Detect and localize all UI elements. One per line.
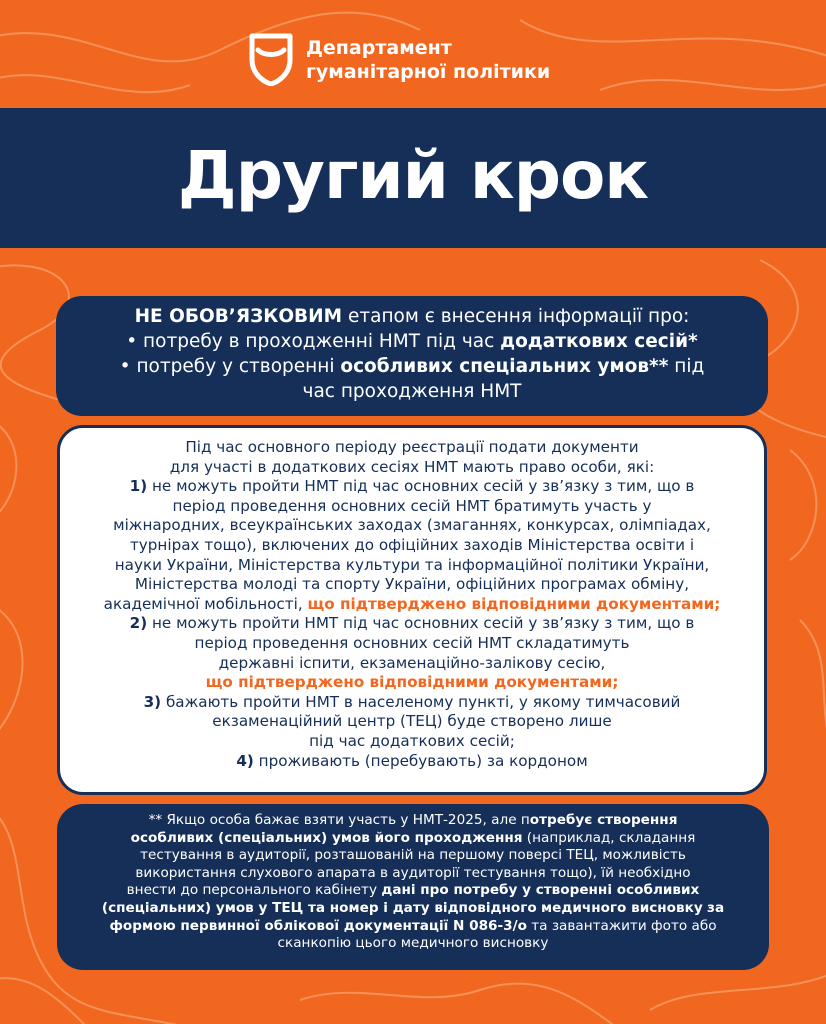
footnote-a1-bold: отребує створення (529, 812, 678, 828)
optional-step-notice (56, 296, 768, 416)
footnote-a7: та завантажити фото або (531, 917, 717, 934)
item-2-line-1 (76, 614, 748, 634)
details-line-2: для участі в додаткових сесіях НМТ мають право особи, які: (169, 457, 655, 476)
footnote-a6-bold-2: медичного висновку (541, 899, 703, 916)
item-1-line-7 (76, 595, 748, 615)
logo-line-2: гуманітарної політики (306, 61, 551, 83)
footnote-a7-bold: формою первинної облікової документації N 086-3/о (109, 917, 527, 934)
footnote-a2-bold: особливих (спеціальних) умов його проходження (130, 829, 523, 846)
department-name (306, 36, 550, 84)
notice-intro (76, 304, 748, 329)
item-3-line-1 (76, 693, 748, 713)
notice-bullet-2-cont: час проходження НМТ (302, 381, 522, 402)
item-2-line-3: державні іспити, екзаменаційно-залікову сесію, (218, 653, 606, 672)
item-2-text: не можуть пройти НМТ під час основних сесій у зв’язку з тим, що в (151, 614, 695, 633)
header (0, 26, 826, 96)
footnote-a5-bold: дані про потребу у створенні особливих (381, 882, 700, 899)
item-3-line-3: під час додаткових сесій; (309, 731, 515, 750)
notice-bullet-1 (76, 329, 748, 354)
item-1-highlight: що підтверджено відповідними документами; (307, 594, 721, 613)
footnote-a1: ** Якщо особа бажає взяти участь у НМТ-2025, але п (148, 812, 530, 828)
item-1-line-5: науки України, Міністерства культури та інформаційної політики України, (114, 555, 710, 574)
eligibility-details (57, 425, 767, 795)
item-1-text: не можуть пройти НМТ під час основних сесій у зв’язку з тим, що в (151, 477, 695, 496)
footnote-line-7 (79, 918, 747, 936)
footnote-a5: внести до персонального кабінету (126, 882, 378, 899)
footnote-line-2 (79, 830, 747, 848)
item-1-line-1 (76, 477, 748, 497)
bullet-2-tail: під (674, 356, 705, 377)
shield-logo-icon (248, 30, 294, 86)
notice-intro-rest: етапом є внесення інформації про: (347, 306, 690, 327)
item-2-line-2: період проведення основних сесій НМТ складатимуть (194, 633, 630, 652)
item-1-line-3: міжнародних, всеукраїнських заходах (змаганнях, конкурсах, олімпіадах, (113, 516, 711, 535)
item-2-number: 2) (129, 614, 148, 633)
details-line-1: Під час основного періоду реєстрації подати документи (185, 438, 639, 456)
footnote-panel (57, 804, 769, 970)
bullet-1-bold: додаткових сесій* (500, 331, 698, 352)
footnote-a2: (наприклад, складання (526, 829, 696, 846)
item-1-line-2: період проведення основних сесій НМТ братимуть участь у (172, 496, 652, 515)
footnote-a6-bold: (спеціальних) умов у ТЕЦ та номер і дату відповідного (101, 899, 537, 916)
item-1-line-7-text: академічної мобільності, (103, 594, 303, 613)
footnote-line-1 (79, 812, 747, 830)
item-4-text: проживають (перебувають) за кордоном (258, 751, 588, 770)
item-3-line-2: екзаменаційний центр (ТЕЦ) буде створено лише (212, 712, 612, 731)
page-title: Другий крок (177, 137, 649, 214)
item-1-line-6: Міністерства молоді та спорту України, офіційних програмах обміну, (134, 575, 690, 594)
footnote-line-8: сканкопію цього медичного висновку (277, 935, 549, 952)
footnote-line-3: тестування в аудиторії, розташованій на першому поверсі ТЕЦ, можливість (140, 847, 686, 864)
bullet-2-text: • потребу у створенні (119, 356, 335, 377)
item-2-highlight: що підтверджено відповідними документами; (205, 673, 619, 692)
logo-line-1: Департамент (306, 37, 452, 59)
bullet-2-bold: особливих спеціальних умов** (340, 356, 669, 377)
footnote-line-5 (79, 882, 747, 900)
footnote-line-4: використання слухового апарата в аудиторії тестування тощо), їй необхідно (135, 864, 691, 881)
item-3-number: 3) (143, 692, 162, 711)
footnote-line-6 (79, 900, 747, 918)
item-4-number: 4) (236, 751, 254, 770)
item-1-line-4: турнірах тощо), включених до офіційних заходів Міністерства освіти і (129, 535, 695, 554)
notice-intro-bold: НЕ ОБОВ’ЯЗКОВИМ (134, 306, 343, 327)
notice-bullet-2 (76, 354, 748, 379)
item-1-number: 1) (129, 477, 148, 496)
footnote-a6-bold-3: за (707, 899, 725, 916)
item-3-text: бажають пройти НМТ в населеному пункті, у якому тимчасовий (165, 692, 681, 711)
item-4-line-1 (76, 752, 748, 772)
bullet-1-text: • потребу в проходженні НМТ під час (126, 331, 495, 352)
